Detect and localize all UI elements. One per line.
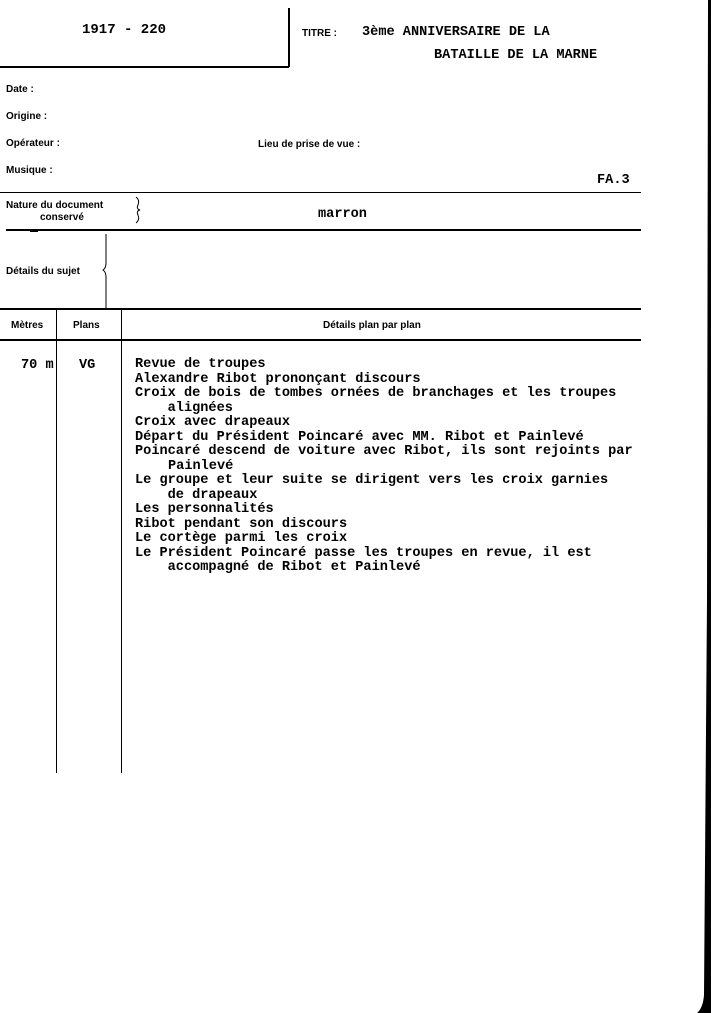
titre-label: TITRE :: [302, 28, 337, 39]
lieu-label: Lieu de prise de vue :: [258, 139, 361, 150]
musique-label: Musique :: [6, 165, 53, 176]
column-header-metres: Mètres: [11, 320, 44, 331]
document-reference: 1917 - 220: [82, 22, 167, 38]
titre-line-1: 3ème ANNIVERSAIRE DE LA: [362, 25, 550, 40]
details-sujet-brace: [100, 233, 112, 309]
titre-line-2: BATAILLE DE LA MARNE: [434, 48, 598, 63]
shot-line: Croix avec drapeaux: [135, 415, 290, 430]
shot-line: Départ du Président Poincaré avec MM. Ribot et Painlevé: [135, 429, 584, 445]
nature-brace: [133, 196, 143, 224]
nature-label-line-2: conservé: [40, 212, 84, 223]
date-label: Date :: [6, 84, 34, 95]
shot-line: Ribot pendant son discours: [135, 516, 348, 532]
shot-line: de drapeaux: [135, 487, 258, 503]
shot-line: accompagné de Ribot et Painlevé: [135, 560, 421, 575]
shot-line: Revue de troupes: [135, 357, 266, 372]
column-header-plans: Plans: [73, 320, 100, 331]
table-top-rule: [0, 308, 641, 310]
operateur-label: Opérateur :: [6, 138, 60, 149]
nature-value: marron: [318, 207, 367, 222]
metres-value: 70 m: [21, 358, 54, 373]
shot-line: Poincaré descend de voiture avec Ribot, ils sont rejoints par: [135, 444, 633, 459]
shot-line: Painlevé: [168, 458, 234, 474]
nature-top-rule: [0, 192, 641, 193]
header-box-right-rule: [288, 8, 290, 67]
header-box-bottom-rule: [0, 66, 289, 68]
shot-line: Les personnalités: [135, 502, 274, 517]
table-header-rule: [0, 339, 641, 341]
shot-line: Alexandre Ribot prononçant discours: [135, 371, 421, 387]
origine-label: Origine :: [6, 111, 48, 122]
archive-code: FA.3: [597, 173, 630, 188]
nature-tick-mark: [30, 230, 38, 232]
nature-label-line-1: Nature du document: [6, 200, 104, 211]
details-sujet-label: Détails du sujet: [6, 266, 80, 277]
shot-line: Le Président Poincaré passe les troupes en revue, il est: [135, 545, 592, 561]
shot-line: alignées: [135, 400, 233, 416]
column-header-details: Détails plan par plan: [323, 320, 421, 331]
page-edge-shadow: [697, 0, 711, 1013]
shot-line: Le cortège parmi les croix: [135, 531, 348, 546]
plans-value: VG: [79, 358, 96, 373]
shot-line: Croix de bois de tombes ornées de branchages et les troupes: [135, 386, 617, 401]
nature-bottom-rule: [6, 229, 641, 231]
column-divider-2: [121, 309, 122, 773]
shot-line: Le groupe et leur suite se dirigent vers les croix garnies: [135, 473, 609, 488]
column-divider-1: [56, 309, 57, 773]
